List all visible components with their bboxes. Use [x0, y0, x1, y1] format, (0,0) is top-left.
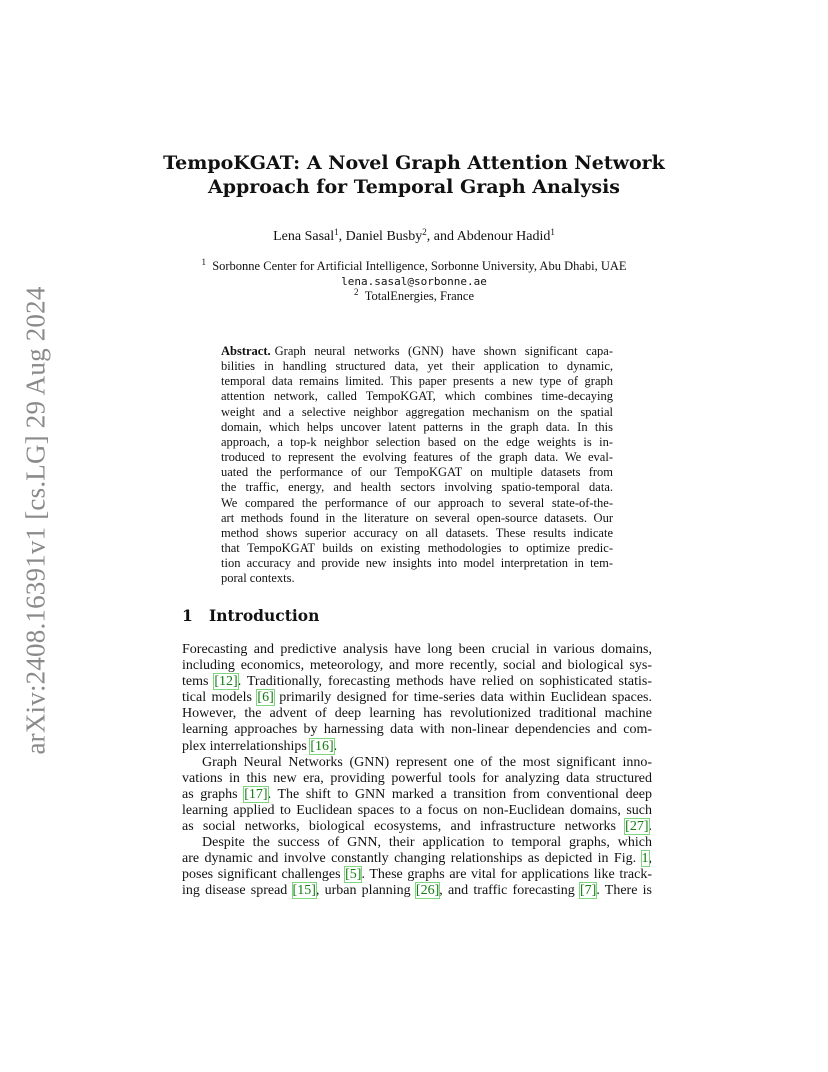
paragraph-text: Despite the success of GNN, their application to temporal graphs, which: [202, 835, 652, 851]
author-name: Daniel Busby: [345, 229, 423, 244]
paper-title-line: Approach for Temporal Graph Analysis: [207, 176, 621, 198]
abstract-line: art methods found in the literature on several open-source datasets. Our: [221, 510, 613, 525]
paragraph-line: [182, 787, 652, 803]
abstract-line: troduced to represent the evolving features of the graph data. We eval-: [221, 450, 613, 465]
abstract-line: attention network, called TempoKGAT, which combines time-decaying: [221, 389, 613, 404]
abstract-line: We compared the performance of our approach to several state-of-the-: [221, 495, 613, 510]
paragraph-text: . The shift to GNN marked a transition from conventional deep: [267, 786, 652, 802]
paragraph-text: . Traditionally, forecasting methods have relied on sophisticated statis-: [237, 674, 652, 690]
paragraph-line: [182, 706, 652, 722]
author-affiliation-mark: 1: [550, 227, 555, 237]
paragraph-text: are dynamic and involve constantly changing relationships as depicted in Fig.: [182, 851, 642, 867]
paragraph-line: [182, 867, 652, 883]
paragraph-text: ,: [648, 851, 652, 867]
paragraph-text: .: [648, 819, 652, 835]
author-affiliation-mark: 2: [422, 227, 427, 237]
abstract-line: bilities in handling structured data, yet their application to dynamic,: [221, 359, 613, 374]
paragraph-text: , and traffic forecasting: [439, 883, 580, 899]
affiliation-mark: 2: [353, 287, 359, 297]
abstract-block: [221, 344, 613, 587]
paragraph-line: [182, 642, 652, 658]
citation-link[interactable]: [12]: [214, 674, 238, 690]
citation-link[interactable]: [27]: [625, 819, 649, 835]
paragraph-line: [182, 803, 652, 819]
paragraph-text: learning applied to Euclidean spaces to a focus on non-Euclidean domains, such: [182, 802, 652, 818]
abstract-line: [221, 344, 613, 359]
paragraph-line: [182, 771, 652, 787]
paragraph-text: .: [333, 738, 338, 754]
abstract-line: poral contexts.: [221, 571, 295, 586]
affiliation-text: Sorbonne Center for Artificial Intelligence, Sorbonne University, Abu Dhabi, UAE: [212, 259, 627, 273]
abstract-line: tion accuracy and provide new insights into model interpretation in tem-: [221, 556, 613, 571]
abstract-line: domain, which helps uncover latent patterns in the graph data. In this: [221, 419, 613, 434]
abstract-line: temporal data remains limited. This paper presents a new type of graph: [221, 374, 613, 389]
abstract-line: uated the performance of our TempoKGAT on multiple datasets from: [221, 465, 613, 480]
paragraph-text: vations in this new era, providing powerful tools for analyzing data structured: [182, 770, 652, 786]
section-title: Introduction: [209, 606, 320, 625]
paragraph: [182, 755, 652, 835]
author-name: Abdenour Hadid: [456, 229, 551, 244]
paragraph-line: [182, 674, 652, 690]
author-email[interactable]: lena.sasal@sorbonne.ae: [341, 275, 487, 288]
paragraph-line: [182, 739, 652, 755]
citation-link[interactable]: [15]: [292, 883, 316, 899]
paragraph-text: tical models: [182, 690, 258, 706]
paragraph-text: , urban planning: [315, 883, 416, 899]
citation-link[interactable]: [16]: [310, 738, 334, 754]
paper-title: [150, 151, 678, 199]
citation-link[interactable]: [6]: [257, 690, 274, 706]
paragraph-text: tems: [182, 674, 215, 690]
paragraph: [182, 835, 652, 899]
citation-link[interactable]: [5]: [345, 867, 362, 883]
abstract-label: Abstract.: [221, 344, 271, 358]
affiliation-mark: 1: [201, 257, 206, 267]
affiliation-1: [150, 259, 678, 274]
paragraph-line: [182, 851, 652, 867]
abstract-line: approach, a top-k neighbor selection based on the edge weights is in-: [221, 434, 613, 449]
abstract-line-text: Graph neural networks (GNN) have shown significant capa-: [274, 344, 613, 358]
abstract-line: method shows superior accuracy on all datasets. These results indicate: [221, 525, 613, 540]
paragraph-text: . There is: [596, 883, 652, 899]
paragraph-text: Forecasting and predictive analysis have long been crucial in various domains,: [182, 642, 652, 657]
paragraph-line: [182, 722, 652, 738]
citation-link[interactable]: [7]: [579, 883, 597, 899]
paragraph-text: poses significant challenges: [182, 867, 346, 883]
arxiv-identifier-text: arXiv:2408.16391v1 [cs.LG] 29 Aug 2024: [20, 286, 51, 755]
author-affiliation-mark: 1: [334, 227, 339, 237]
arxiv-identifier-stamp: [22, 283, 50, 758]
section-number: 1: [182, 606, 193, 625]
citation-link[interactable]: [26]: [415, 883, 440, 899]
author-separator: ,: [338, 229, 346, 244]
paragraph-text: learning approaches by harnessing data with non-linear dependencies and com-: [182, 722, 652, 738]
author-list: [150, 229, 678, 245]
paragraph-line: [182, 819, 652, 835]
paragraph-line: [182, 883, 652, 899]
paragraph-line: [182, 658, 652, 674]
paragraph-text: Graph Neural Networks (GNN) represent one of the most significant inno-: [202, 754, 652, 770]
introduction-body: [182, 642, 652, 900]
abstract-line: the traffic, energy, and health sectors involving spatio-temporal data.: [221, 480, 613, 495]
citation-link[interactable]: [17]: [244, 786, 268, 802]
paragraph-line: [182, 755, 652, 771]
abstract-line: that TempoKGAT builds on existing methodologies to optimize predic-: [221, 541, 613, 556]
section-heading: [182, 606, 319, 625]
paragraph-text: plex interrelationships: [182, 738, 311, 754]
paper-title-line: TempoKGAT: A Novel Graph Attention Network: [163, 152, 665, 174]
paragraph-text: as graphs: [182, 786, 245, 802]
paragraph-line: [182, 690, 652, 706]
paragraph-text: However, the advent of deep learning has revolutionized traditional machine: [182, 706, 652, 722]
affiliation-text: TotalEnergies, France: [364, 289, 475, 303]
author-name: Lena Sasal: [273, 229, 335, 244]
paragraph: [182, 642, 652, 755]
paragraph-text: ing disease spread: [182, 883, 293, 899]
paragraph-text: . These graphs are vital for applications like track-: [361, 867, 652, 883]
paragraph-text: as social networks, biological ecosystems, and infrastructure networks: [182, 819, 626, 835]
paragraph-text: primarily designed for time-series data within Euclidean spaces.: [273, 690, 652, 706]
paragraph-line: [182, 835, 652, 851]
author-separator: , and: [426, 229, 457, 244]
abstract-line: weight and a selective neighbor aggregation mechanism on the spatial: [221, 404, 613, 419]
paragraph-text: including economics, meteorology, and more recently, social and biological sys-: [182, 658, 652, 674]
citation-link[interactable]: 1: [641, 851, 649, 867]
affiliation-2: [150, 289, 678, 304]
